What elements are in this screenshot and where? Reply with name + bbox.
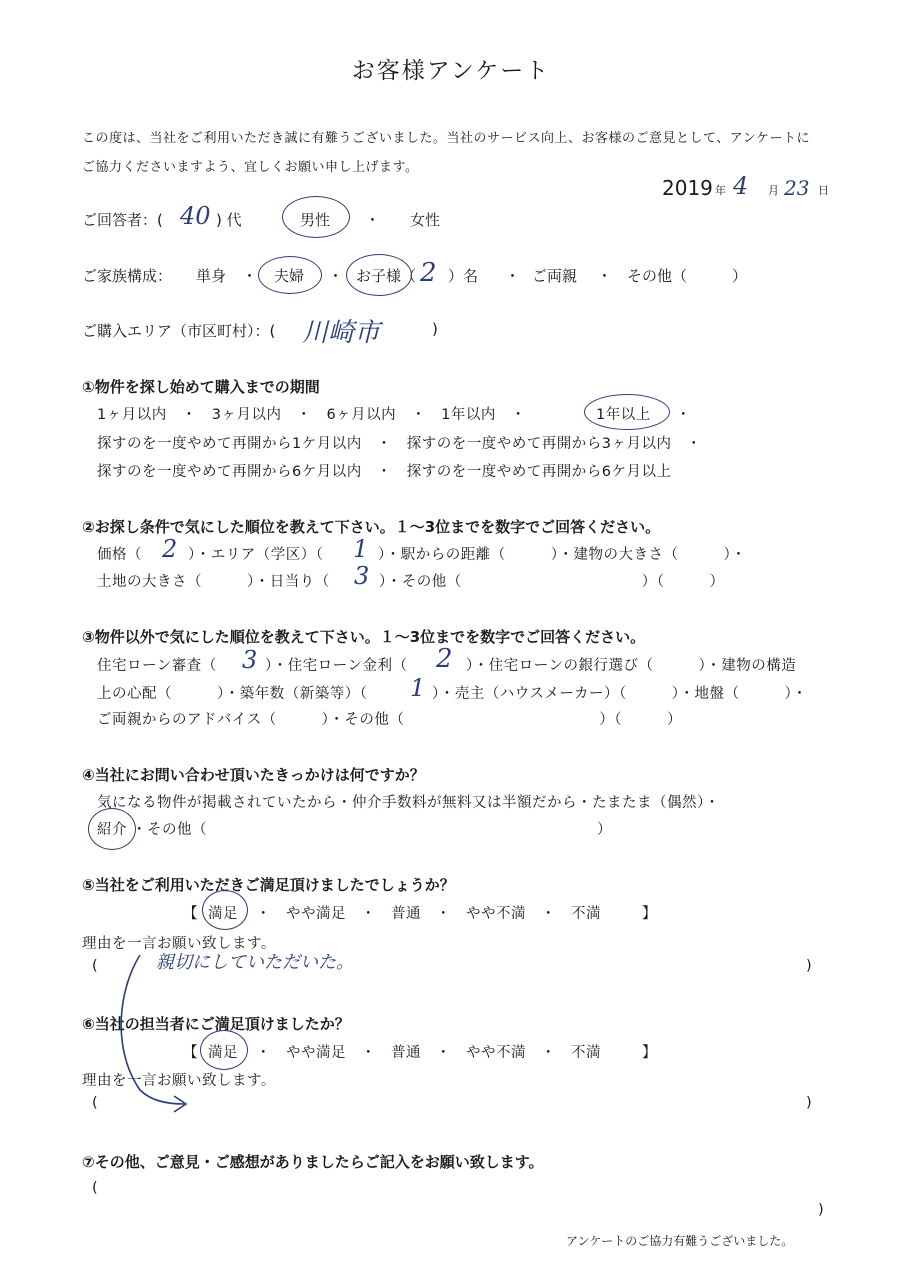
q2-rest-line2: ）・その他（ ）（ ） bbox=[379, 574, 725, 590]
q5-scale-rest: ・ やや満足 ・ 普通 ・ やや不満 ・ 不満 bbox=[256, 906, 601, 922]
family-other: その他（ ） bbox=[627, 267, 748, 285]
family-dot-3: ・ bbox=[505, 267, 521, 285]
family-children: お子様（ bbox=[356, 267, 417, 285]
q7-paren-open: ( bbox=[92, 1180, 99, 1196]
q2-land: 土地の大きさ（ ）・日当り（ bbox=[97, 574, 330, 590]
respondent-label: ご回答者：( bbox=[82, 211, 163, 229]
date-year-hand: 2019 bbox=[662, 176, 713, 200]
q1-options-line3: 探すのを一度やめて再開から6ケ月以内 ・ 探すのを一度やめて再開から6ケ月以上 bbox=[97, 464, 672, 480]
q3-line3: ご両親からのアドバイス（ ）・その他（ ）（ ） bbox=[97, 712, 683, 728]
q2-sun-hand: 3 bbox=[354, 562, 370, 590]
area-close: ) bbox=[432, 320, 438, 338]
q3-rest-line1: ）・住宅ローンの銀行選び（ ）・建物の構造 bbox=[466, 658, 797, 674]
q3-loan-rate: ）・住宅ローン金利（ bbox=[265, 658, 408, 674]
q2-area: ）・エリア（学区）（ bbox=[188, 547, 324, 563]
q6-scale-rest: ・ やや満足 ・ 普通 ・ やや不満 ・ 不満 bbox=[256, 1045, 601, 1061]
q2-area-hand: 1 bbox=[353, 535, 369, 563]
q3-line2-end: ）・売主（ハウスメーカー）（ ）・地盤（ ）・ bbox=[432, 686, 808, 702]
q2-price: 価格（ bbox=[97, 547, 142, 563]
family-label: ご家族構成： bbox=[82, 267, 173, 285]
gender-dot: ・ bbox=[365, 211, 381, 229]
family-couple: 夫婦 bbox=[274, 267, 305, 285]
q5-heading: ⑤当社をご利用いただきご満足頂けましたでしょうか？ bbox=[82, 876, 455, 894]
family-dot-4: ・ bbox=[597, 267, 613, 285]
date-month-hand: 4 bbox=[733, 172, 749, 200]
q3-age-hand: 1 bbox=[410, 674, 426, 702]
q3-loan-rate-hand: 2 bbox=[436, 644, 453, 674]
gender-male: 男性 bbox=[300, 211, 331, 229]
date-day-label: 日 bbox=[818, 184, 829, 197]
family-children-hand: 2 bbox=[420, 258, 437, 288]
selection-circle-q5-satisfied bbox=[202, 890, 248, 930]
q5-paren-close: ) bbox=[806, 958, 813, 974]
q5-paren-open: ( bbox=[92, 958, 99, 974]
q1-options-line2: 探すのを一度やめて再開から1ケ月以内 ・ 探すのを一度やめて再開から3ヶ月以内 ・ bbox=[97, 436, 702, 452]
q5-scale-close: 】 bbox=[642, 906, 657, 922]
q5-reason-hand: 親切にしていただいた。 bbox=[156, 952, 354, 973]
q6-reason-label: 理由を一言お願い致します。 bbox=[82, 1073, 276, 1089]
area-label: ご購入エリア（市区町村）：( bbox=[82, 322, 276, 340]
q1-options-line1: 1ヶ月以内 ・ 3ヶ月以内 ・ 6ヶ月以内 ・ 1年以内 ・ bbox=[97, 407, 526, 423]
q4-options-line1: 気になる物件が掲載されていたから・仲介手数料が無料又は半額だから・たまたま（偶然）・ bbox=[97, 795, 720, 811]
selection-circle-over-1-year bbox=[584, 394, 670, 430]
q3-line2-start: 上の心配（ ）・築年数（新築等）（ bbox=[97, 686, 368, 702]
q2-heading: ②お探し条件で気にした順位を教えて下さい。１～3位までを数字でご回答ください。 bbox=[82, 518, 661, 536]
q6-scale-open: 【 bbox=[183, 1045, 198, 1061]
q4-option-referral: 紹介 bbox=[97, 822, 127, 838]
q6-option-satisfied: 満足 bbox=[208, 1045, 238, 1061]
selection-circle-couple bbox=[258, 256, 322, 294]
q1-heading: ①物件を探し始めて購入までの期間 bbox=[82, 378, 320, 396]
q5-option-satisfied: 満足 bbox=[208, 906, 238, 922]
q2-rest-line1: ）・駅からの距離（ ）・建物の大きさ（ ）・ bbox=[378, 547, 747, 563]
q4-options-line2: ・その他（ ） bbox=[132, 822, 612, 838]
respondent-age-hand: 40 bbox=[180, 202, 211, 230]
q1-option-over-1-year: 1年以上 bbox=[596, 407, 651, 423]
family-single: 単身 bbox=[196, 267, 227, 285]
q4-heading: ④当社にお問い合わせ頂いたきっかけは何ですか？ bbox=[82, 766, 425, 784]
date-year-label: 年 bbox=[715, 184, 726, 197]
intro-line-1: この度は、当社をご利用いただき誠に有難うございました。当社のサービス向上、お客様のご意見として、アンケートに bbox=[82, 131, 810, 146]
family-dot-1: ・ bbox=[242, 267, 258, 285]
family-parents: ご両親 bbox=[532, 267, 578, 285]
q3-heading: ③物件以外で気にした順位を教えて下さい。１～3位までを数字でご回答ください。 bbox=[82, 628, 646, 646]
date-month-label: 月 bbox=[768, 184, 779, 197]
q7-heading: ⑦その他、ご意見・ご感想がありましたらご記入をお願い致します。 bbox=[82, 1153, 544, 1171]
q6-paren-close: ) bbox=[806, 1095, 813, 1111]
q6-heading: ⑥当社の担当者にご満足頂けましたか？ bbox=[82, 1015, 350, 1033]
q3-loan-review-hand: 3 bbox=[242, 646, 258, 674]
family-dot-2: ・ bbox=[328, 267, 344, 285]
q2-price-hand: 2 bbox=[162, 535, 178, 563]
q1-options-line1-end: ・ bbox=[676, 407, 691, 423]
q5-reason-label: 理由を一言お願い致します。 bbox=[82, 936, 276, 952]
selection-circle-children bbox=[346, 254, 412, 296]
date-day-hand: 23 bbox=[784, 176, 810, 200]
q6-paren-open: ( bbox=[92, 1095, 99, 1111]
q3-loan-review: 住宅ローン審査（ bbox=[97, 658, 217, 674]
gender-female: 女性 bbox=[410, 211, 441, 229]
selection-circle-male bbox=[282, 196, 350, 238]
survey-title: お客様アンケート bbox=[351, 58, 551, 84]
intro-line-2: ご協力くださいますよう、宜しくお願い申し上げます。 bbox=[82, 160, 419, 175]
q5-scale-open: 【 bbox=[183, 906, 198, 922]
q7-paren-close: ) bbox=[818, 1202, 825, 1218]
selection-circle-referral bbox=[88, 808, 136, 850]
closing-thanks: アンケートのご協力有難うございました。 bbox=[566, 1234, 794, 1248]
q6-scale-close: 】 bbox=[642, 1045, 657, 1061]
selection-circle-q6-satisfied bbox=[200, 1030, 248, 1070]
respondent-age-suffix: ) 代 bbox=[216, 211, 242, 229]
area-hand: 川崎市 bbox=[302, 318, 381, 348]
family-children-suffix: ）名 bbox=[448, 267, 479, 285]
